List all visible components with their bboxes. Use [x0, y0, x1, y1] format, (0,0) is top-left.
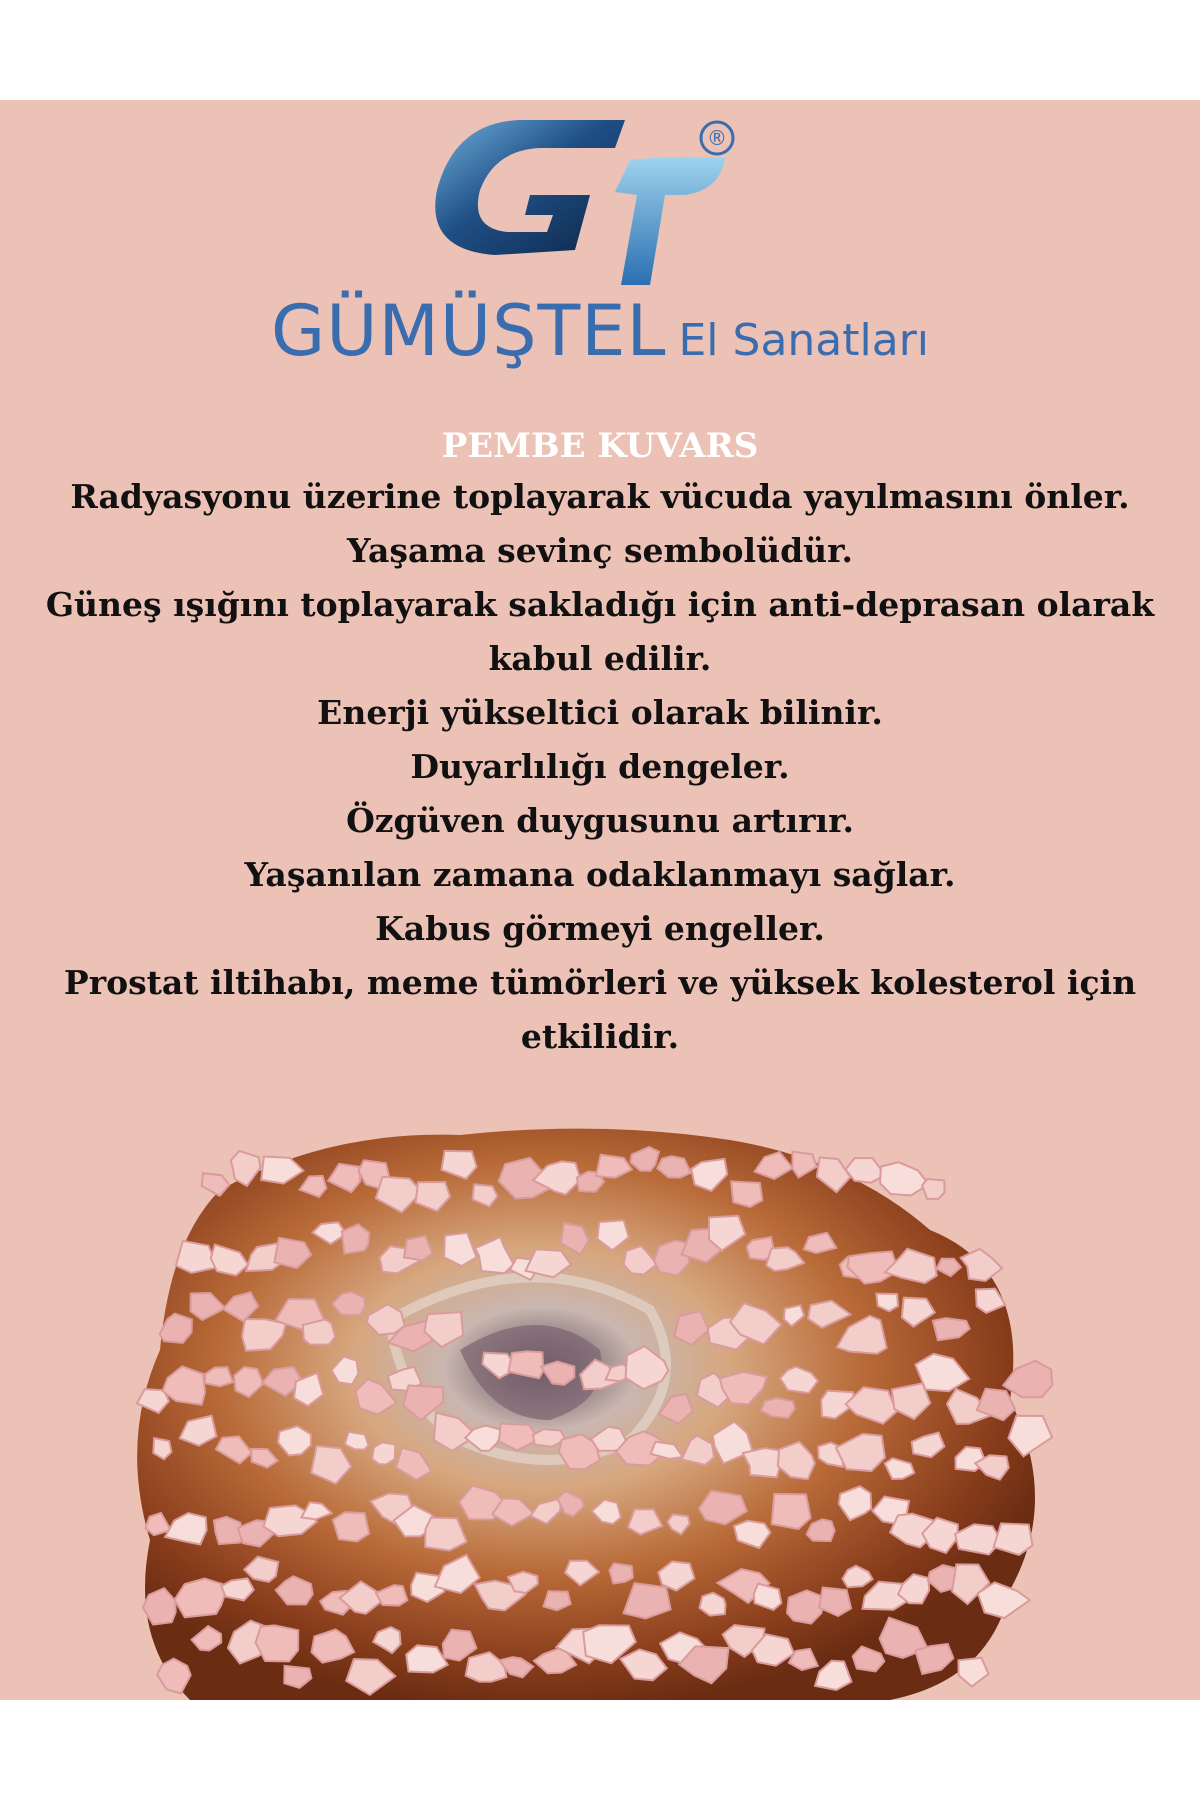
- quartz-chip: [922, 1179, 945, 1199]
- quartz-chip: [256, 1625, 299, 1661]
- quartz-chip: [978, 1582, 1030, 1618]
- quartz-chip: [731, 1181, 762, 1207]
- quartz-chip: [609, 1563, 633, 1583]
- brand-wordmark: [0, 290, 1200, 372]
- benefit-line: Yaşanılan zamana odaklanmayı sağlar.: [244, 855, 956, 894]
- rose-quartz-chips-image: [130, 1120, 1070, 1700]
- product-info-panel: [0, 100, 1200, 1700]
- registered-mark: ®: [707, 126, 727, 150]
- benefit-line: Duyarlılığı dengeler.: [410, 747, 790, 786]
- benefit-line: Prostat iltihabı, meme tümörleri ve yüksek kolesterol için etkilidir.: [63, 963, 1137, 1056]
- brand-subtitle: El Sanatları: [678, 315, 930, 366]
- benefit-line: Radyasyonu üzerine toplayarak vücuda yayılmasını önler.: [70, 477, 1130, 516]
- quartz-chip: [345, 1432, 369, 1450]
- product-heading: PEMBE KUVARS: [441, 426, 759, 466]
- quartz-chip: [303, 1319, 336, 1344]
- quartz-chip: [654, 1241, 689, 1276]
- brand-name: GÜMÜŞTEL: [270, 290, 667, 372]
- description-text: [20, 422, 1180, 1064]
- quartz-chip: [372, 1442, 395, 1464]
- quartz-chip: [880, 1162, 928, 1195]
- benefit-line: Yaşama sevinç sembolüdür.: [346, 531, 853, 570]
- benefit-line: Güneş ışığını toplayarak sakladığı için anti-deprasan olarak kabul edilir.: [45, 585, 1155, 678]
- quartz-chip: [342, 1224, 370, 1253]
- benefit-line: Enerji yükseltici olarak bilinir.: [317, 693, 883, 732]
- quartz-chip: [959, 1658, 989, 1687]
- brand-logo-icon: [425, 110, 765, 300]
- benefit-line: Kabus görmeyi engeller.: [375, 909, 825, 948]
- quartz-chip: [214, 1517, 242, 1544]
- quartz-chip: [333, 1512, 369, 1541]
- quartz-chip: [772, 1494, 811, 1529]
- benefit-line: Özgüven duygusunu artırır.: [346, 801, 854, 840]
